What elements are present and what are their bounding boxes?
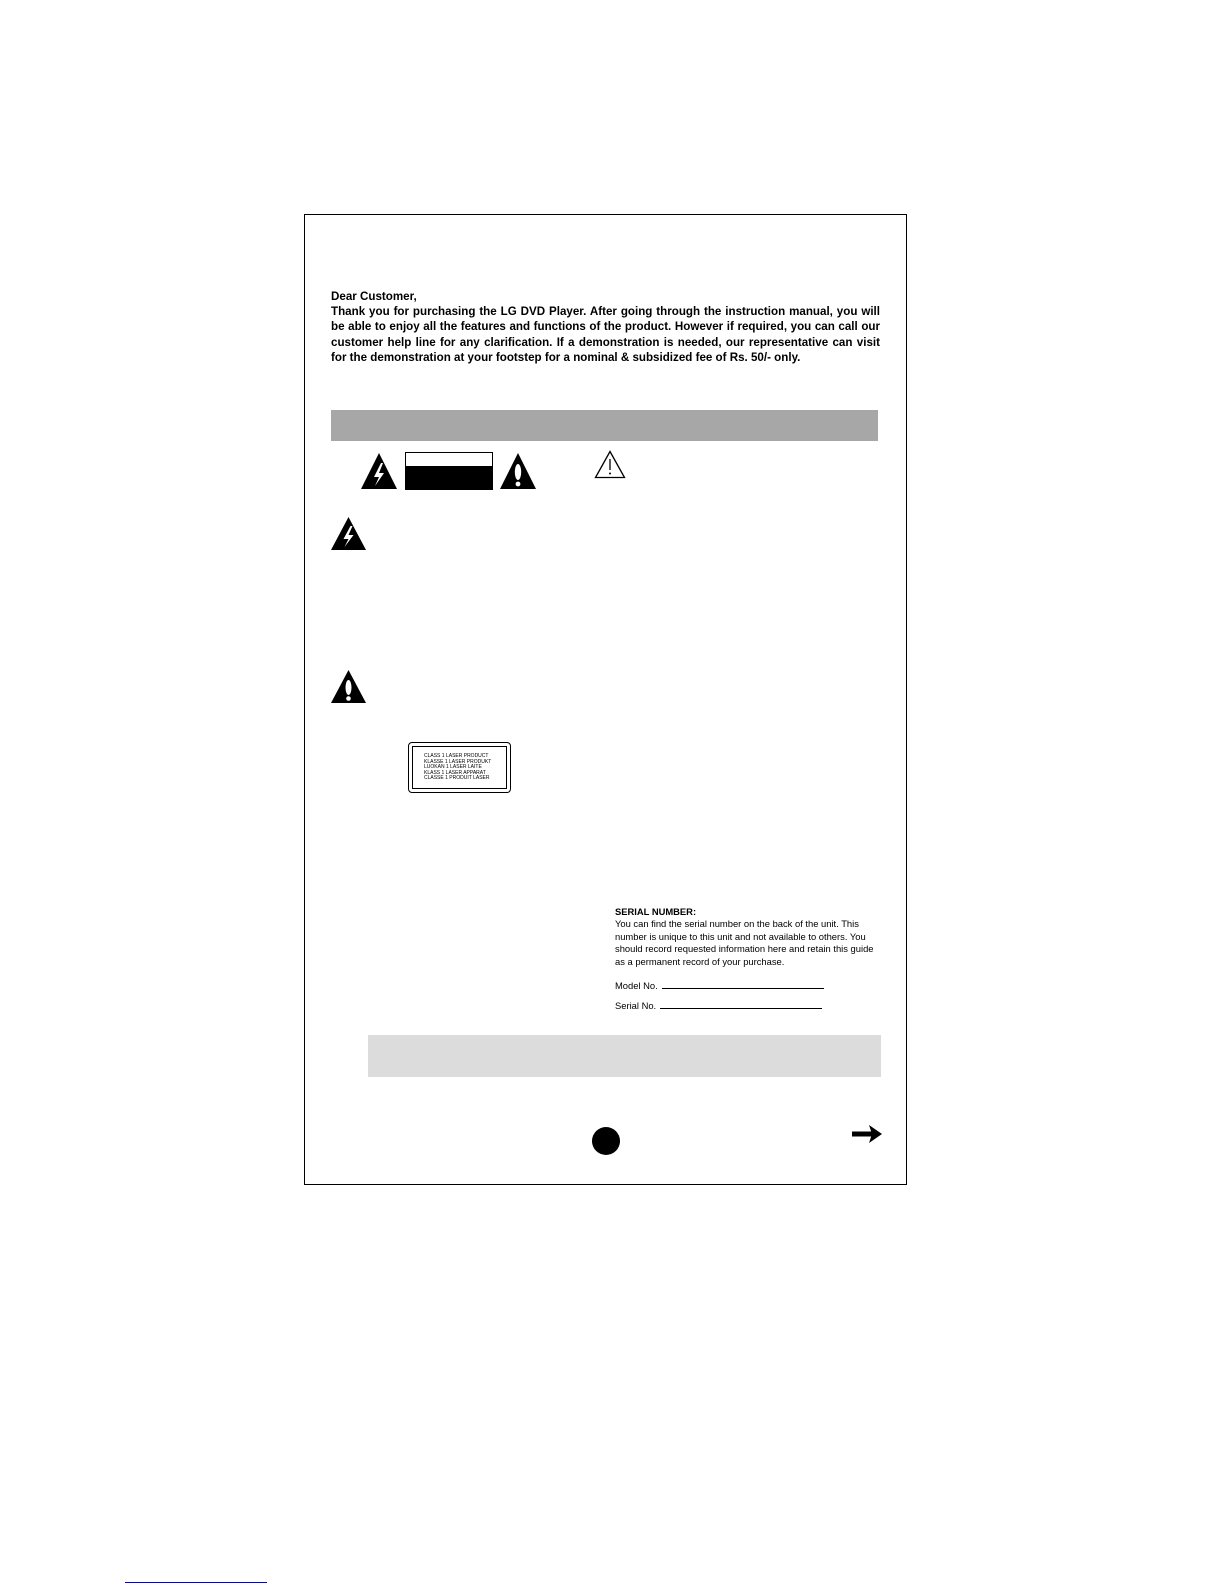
section-header-band (331, 410, 878, 441)
serial-number-description: You can find the serial number on the back of the unit. This number is unique to this unit and not available to others. You should record requested information here and retain this guide as a permanent record of your purchase. (615, 918, 874, 967)
lightning-triangle-icon (360, 452, 398, 490)
right-arrow-icon (851, 1124, 883, 1144)
serial-number-title: SERIAL NUMBER: (615, 906, 697, 917)
intro-section (331, 289, 880, 365)
model-number-field (615, 980, 824, 992)
serial-number-section (615, 906, 883, 968)
footer-note-band (368, 1035, 881, 1077)
greeting: Dear Customer, (331, 290, 417, 303)
caution-box (405, 452, 493, 490)
page-dot-icon (592, 1127, 620, 1155)
serial-number-field (615, 1000, 822, 1012)
intro-paragraph: Thank you for purchasing the LG DVD Player. After going through the instruction manual, you will be able to enjoy all the features and functions of the product. However if required, you can call our customer help line for any clarification. If a demonstration is needed, our representative can visit for the demonstration at your footstep for a nominal & subsidized fee of Rs. 50/- only. (331, 305, 880, 364)
model-number-label: Model No. (615, 980, 658, 991)
lightning-triangle-icon (330, 516, 367, 551)
laser-product-label (408, 742, 511, 793)
laser-label-line: CLASS 1 LASER PRODUCT (424, 753, 489, 759)
bottom-link-underline (125, 1582, 267, 1583)
laser-label-inner (412, 746, 507, 789)
laser-label-line: LUOKAN 1 LASER LAITE (424, 764, 482, 771)
laser-label-line: KLASS 1 LASER APPARAT (424, 769, 486, 776)
exclamation-triangle-icon (330, 669, 367, 704)
exclamation-triangle-icon (499, 452, 537, 490)
caution-outline-icon (594, 450, 626, 479)
serial-number-line (660, 1008, 822, 1009)
laser-label-line: KLASSE 1 LASER PRODUKT (424, 758, 492, 765)
model-number-line (662, 988, 824, 989)
laser-label-line: CLASSE 1 PRODUIT LASER (424, 775, 490, 782)
serial-number-label: Serial No. (615, 1000, 657, 1011)
